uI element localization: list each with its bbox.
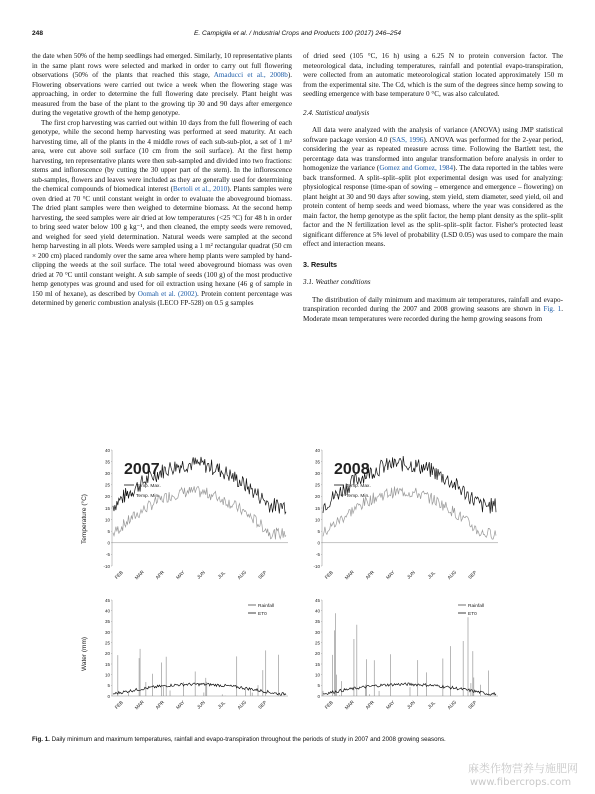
subsection-heading: 2.4. Statistical analysis xyxy=(303,108,370,117)
tick-label: 5 xyxy=(317,683,320,689)
month-label: APR xyxy=(155,570,166,581)
tick-label: 45 xyxy=(104,597,110,603)
tick-label: 15 xyxy=(314,661,320,667)
tick-label: -5 xyxy=(315,552,320,558)
tick-label: 0 xyxy=(317,540,320,546)
figure-link[interactable]: Fig. 1 xyxy=(543,305,562,314)
tick-label: 25 xyxy=(104,482,110,488)
month-label: FEB xyxy=(114,700,125,711)
tick-label: 30 xyxy=(314,629,320,635)
month-label: MAY xyxy=(175,700,187,711)
month-label: MAR xyxy=(344,700,356,712)
paragraph: the date when 50% of the hemp seedlings had emerged. Similarly, 10 representative plants in the same plant rows were selected and marked in order to carry out full flowering observations (50% of the plants that reached this stage, Amaducci et al., 2008b). Flowering observations were carried out twice a week when the flowering stage was approaching, in order to determine the full flowering date precisely. Plant height was measured from the base of the plant to the growing tip 30 and 90 days after emergence during the vegetative growth of the hemp genotype. xyxy=(32,52,292,118)
month-label: FEB xyxy=(324,700,335,711)
tick-label: 10 xyxy=(314,517,320,523)
tick-label: 35 xyxy=(104,459,110,465)
tick-label: 30 xyxy=(314,471,320,476)
month-label: MAY xyxy=(385,700,397,711)
tick-label: -10 xyxy=(103,563,110,569)
month-label: JUL xyxy=(427,570,437,581)
tick-label: 40 xyxy=(104,447,110,453)
month-label: AUG xyxy=(447,570,459,582)
tick-label: 10 xyxy=(104,672,110,678)
month-label: SEP xyxy=(257,700,269,711)
tick-label: 35 xyxy=(314,619,320,625)
paragraph: The first crop harvesting was carried out within 10 days from the full flowering of each genotype, while the second hemp harvesting was performed at seed maturity. At each harvesting time, all of the plants in the 4 middle rows of each sub-sub-plot, a set of 1 m² area, were cut above soil surface (10 cm from the soil surface). At the first hemp harvesting, ten representative plants were then sub-sampled and divided into two fractions: stems and inflorescence (by cutting the 30 upper part of the stem). In the inflorescence sub-samples, flowers and leaves were included as they are generally used for determining the chemical compounds of biomedical interest (Bertoli et al., 2010). Plants samples were oven dried at 70 °C until constant weight in order to evaluate the aboveground biomass. The dried plant samples were then weighed to determine biomass. At the second hemp harvesting, the seed samples were air dried at low temperatures (<25 °C) for 48 h in order to bring seed water below 100 g kg⁻¹, and then cleaned, the empty seeds were removed, and weighed for seed yield determination. Natural weeds were sampled at the second hemp harvesting in all plots. Weeds were sampled using a 1 m² rectangular quadrat (50 cm × 200 cm) placed randomly over the same area where hemp plants were sampled by hand-clipping the weeds at the soil surface. The total weed aboveground biomass was oven dried at 70 °C until constant weight. A sub sample of seeds (100 g) of the most productive hemp genotypes was ground and used for oil extraction using hexane (46 g of sample in 150 ml of hexane), as described by Oomah et al. (2002). Protein content percentage was determined by generic combustion analysis (LECO FP-528) on 0.5 g samples xyxy=(32,118,292,308)
left-column xyxy=(32,52,292,309)
year-label: 2007 xyxy=(124,461,160,478)
et0-series xyxy=(323,683,496,695)
month-label: SEP xyxy=(467,700,479,711)
journal-citation: E. Campiglia et al. / Industrial Crops and Products 100 (2017) 246–254 xyxy=(193,30,402,37)
citation-link[interactable]: SAS, 1996 xyxy=(392,135,424,144)
tick-label: 40 xyxy=(314,447,320,453)
subsection-heading: 3.1. Weather conditions xyxy=(303,278,371,287)
month-label: APR xyxy=(365,570,376,581)
legend-label: ET0 xyxy=(258,612,267,617)
paragraph: The distribution of daily minimum and maximum air temperatures, rainfall and evapo-transpiration recorded during the 2007 and 2008 growing seasons are shown in Fig. 1. Moderate mean temperatures were recorded during the hemp growing seasons from xyxy=(303,295,563,323)
tick-label: -5 xyxy=(105,552,110,558)
month-label: MAR xyxy=(134,700,146,712)
month-label: JUN xyxy=(196,570,207,581)
legend-label: Temp. Max. xyxy=(136,484,161,489)
paragraph: of dried seed (105 °C, 16 h) using a 6.25 N to protein conversion factor. The meteorological data, including temperatures, rainfall and potential evapo-transpiration, were collected from an automatic meteorological station located approximately 150 m from the experimental site. The Cd, which is the sum of the degrees since hemp sowing to seedling emergence with base temperature 0 °C, was also calculated. xyxy=(303,52,563,99)
month-label: SEP xyxy=(467,570,479,581)
tick-label: 10 xyxy=(104,517,110,523)
month-label: MAR xyxy=(134,570,146,582)
watermark-url: www.fibercrops.com xyxy=(470,777,572,788)
caption-text: Daily minimum and maximum temperatures, rainfall and evapo-transpiration throughout the periods of study in 2007 and 2008 growing seasons. xyxy=(49,736,446,743)
page-header xyxy=(32,30,563,42)
month-label: AUG xyxy=(447,700,459,712)
tick-label: 15 xyxy=(314,505,320,511)
month-label: JUL xyxy=(427,700,437,711)
month-label: FEB xyxy=(114,570,125,581)
month-label: AUG xyxy=(237,700,249,712)
month-label: SEP xyxy=(257,570,269,581)
tick-label: 40 xyxy=(314,608,320,614)
y-axis-label: Temperature (°C) xyxy=(81,494,88,544)
tick-label: 5 xyxy=(107,529,110,534)
tick-label: 0 xyxy=(107,540,110,546)
section-heading: 3. Results xyxy=(303,259,337,269)
y-axis-label: Water (mm) xyxy=(81,636,88,672)
month-label: JUL xyxy=(217,700,227,711)
watermark: 麻类作物营养与施肥网 xyxy=(468,762,578,775)
tick-label: 25 xyxy=(314,482,320,488)
tick-label: 20 xyxy=(314,494,320,500)
tick-label: 15 xyxy=(104,661,110,667)
citation-link[interactable]: Amaducci et al., 2008b xyxy=(213,71,288,80)
page-number: 248 xyxy=(32,30,44,37)
month-label: JUN xyxy=(196,700,207,711)
tick-label: 20 xyxy=(104,651,110,657)
tick-label: 25 xyxy=(314,640,320,646)
citation-link[interactable]: Gomez and Gomez, 1984 xyxy=(379,164,454,173)
legend-label: Rainfall xyxy=(258,604,274,609)
tick-label: 5 xyxy=(317,529,320,534)
tick-label: 35 xyxy=(104,619,110,625)
tick-label: 40 xyxy=(104,608,110,614)
paragraph: All data were analyzed with the analysis of variance (ANOVA) using JMP statistical software package version 4.0 (SAS, 1996). ANOVA was performed for the 2-year period, considering the year as repeated measure across time. Following the Bartlett test, the percentage data was transformed into angular transformation before analysis in order to homogenize the variance (Gomez and Gomez, 1984). The data reported in the tables were back transformed. A split–split–split plot experimental design was used for analyzing: physiological response (time-span of sowing – emergence and emergence – flowering) on plant height at 30 and 90 days after sowing, stem yield, stem diameter, seed yield, oil and protein content of hemp seeds and weed biomass, where the year was considered as the main factor, the hemp genotype as the split factor, the hemp plant density as the split–split factor and the N fertilization level as the split–split–split factor. Fisher's protected least significant difference at 5% level of probability (LSD 0.05) was used to compare the main effect and interaction means. xyxy=(303,126,563,249)
figure-1 xyxy=(80,444,520,736)
month-label: MAY xyxy=(175,570,187,581)
legend-label: Rainfall xyxy=(468,604,484,609)
month-label: JUN xyxy=(406,700,417,711)
tick-label: 10 xyxy=(314,672,320,678)
figure-caption xyxy=(32,736,563,743)
tick-label: -10 xyxy=(313,563,320,569)
month-label: APR xyxy=(155,700,166,711)
month-label: JUL xyxy=(217,570,227,581)
tick-label: 35 xyxy=(314,459,320,465)
tick-label: 0 xyxy=(317,693,320,699)
legend-label: Temp. Max. xyxy=(346,484,371,489)
tick-label: 45 xyxy=(314,597,320,603)
tick-label: 30 xyxy=(104,629,110,635)
right-column xyxy=(303,52,563,324)
year-label: 2008 xyxy=(334,461,370,478)
tick-label: 15 xyxy=(104,505,110,511)
citation-link[interactable]: Bertoli et al., 2010 xyxy=(173,185,228,194)
tick-label: 5 xyxy=(107,683,110,689)
tick-label: 20 xyxy=(314,651,320,657)
month-label: AUG xyxy=(237,570,249,582)
legend-label: Temp. Min. xyxy=(346,494,370,499)
month-label: FEB xyxy=(324,570,335,581)
tick-label: 30 xyxy=(104,471,110,476)
month-label: MAR xyxy=(344,570,356,582)
month-label: JUN xyxy=(406,570,417,581)
citation-link[interactable]: Oomah et al. (2002) xyxy=(137,289,197,298)
month-label: MAY xyxy=(385,570,397,581)
tick-label: 0 xyxy=(107,693,110,699)
tick-label: 20 xyxy=(104,494,110,500)
tick-label: 25 xyxy=(104,640,110,646)
month-label: APR xyxy=(365,700,376,711)
caption-label: Fig. 1. xyxy=(32,736,50,743)
legend-label: Temp. Min. xyxy=(136,494,160,499)
legend-label: ET0 xyxy=(468,612,477,617)
